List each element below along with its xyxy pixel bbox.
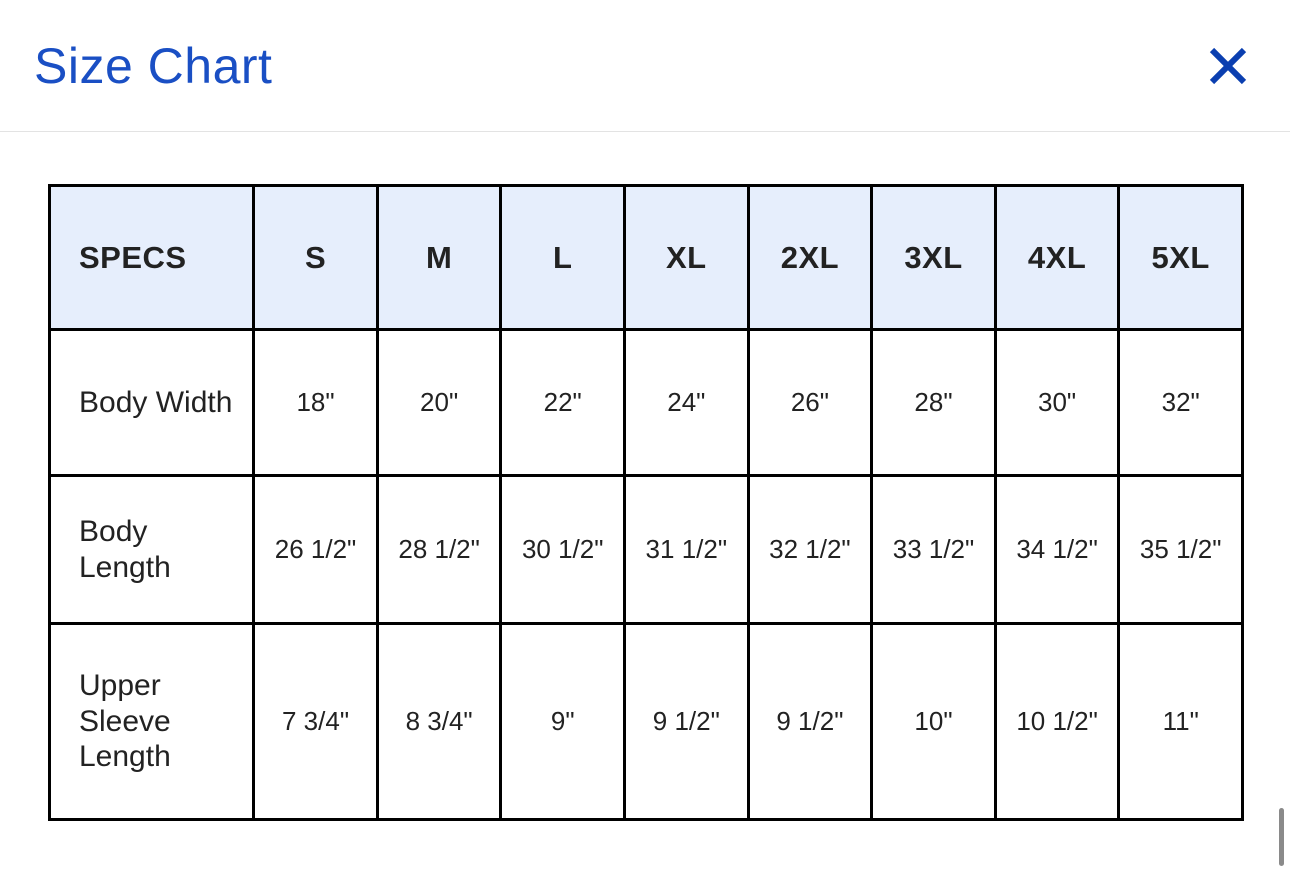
modal-body <box>0 132 1290 876</box>
close-button[interactable] <box>1202 40 1254 92</box>
cell-sleeve-2xl: 9 1/2" <box>748 624 872 820</box>
column-header-m: M <box>377 186 501 330</box>
cell-body-length-xl: 31 1/2" <box>625 476 749 624</box>
modal-header <box>0 0 1290 132</box>
table-row <box>50 476 1243 624</box>
column-header-s: S <box>254 186 378 330</box>
cell-body-length-s: 26 1/2" <box>254 476 378 624</box>
close-icon <box>1206 44 1250 88</box>
cell-body-width-l: 22" <box>501 330 625 476</box>
cell-sleeve-5xl: 11" <box>1119 624 1243 820</box>
row-label-body-length: Body Length <box>50 476 254 624</box>
table-row <box>50 624 1243 820</box>
size-chart-table <box>48 184 1244 821</box>
cell-body-width-s: 18" <box>254 330 378 476</box>
cell-sleeve-l: 9" <box>501 624 625 820</box>
cell-body-length-5xl: 35 1/2" <box>1119 476 1243 624</box>
cell-body-width-5xl: 32" <box>1119 330 1243 476</box>
column-header-3xl: 3XL <box>872 186 996 330</box>
column-header-5xl: 5XL <box>1119 186 1243 330</box>
cell-body-length-3xl: 33 1/2" <box>872 476 996 624</box>
table-header <box>50 186 1243 330</box>
cell-sleeve-s: 7 3/4" <box>254 624 378 820</box>
scrollbar-thumb[interactable] <box>1279 808 1284 866</box>
column-header-l: L <box>501 186 625 330</box>
cell-body-width-2xl: 26" <box>748 330 872 476</box>
cell-body-width-xl: 24" <box>625 330 749 476</box>
cell-body-width-4xl: 30" <box>995 330 1119 476</box>
table-body <box>50 330 1243 820</box>
cell-sleeve-4xl: 10 1/2" <box>995 624 1119 820</box>
cell-body-width-m: 20" <box>377 330 501 476</box>
cell-body-length-l: 30 1/2" <box>501 476 625 624</box>
row-label-body-width: Body Width <box>50 330 254 476</box>
column-header-4xl: 4XL <box>995 186 1119 330</box>
cell-body-length-m: 28 1/2" <box>377 476 501 624</box>
column-header-xl: XL <box>625 186 749 330</box>
column-header-2xl: 2XL <box>748 186 872 330</box>
table-row <box>50 330 1243 476</box>
cell-sleeve-m: 8 3/4" <box>377 624 501 820</box>
row-label-upper-sleeve-length: Upper Sleeve Length <box>50 624 254 820</box>
table-header-row <box>50 186 1243 330</box>
cell-body-length-2xl: 32 1/2" <box>748 476 872 624</box>
cell-sleeve-3xl: 10" <box>872 624 996 820</box>
cell-body-length-4xl: 34 1/2" <box>995 476 1119 624</box>
cell-body-width-3xl: 28" <box>872 330 996 476</box>
column-header-specs: SPECS <box>50 186 254 330</box>
cell-sleeve-xl: 9 1/2" <box>625 624 749 820</box>
page-title: Size Chart <box>34 37 273 94</box>
